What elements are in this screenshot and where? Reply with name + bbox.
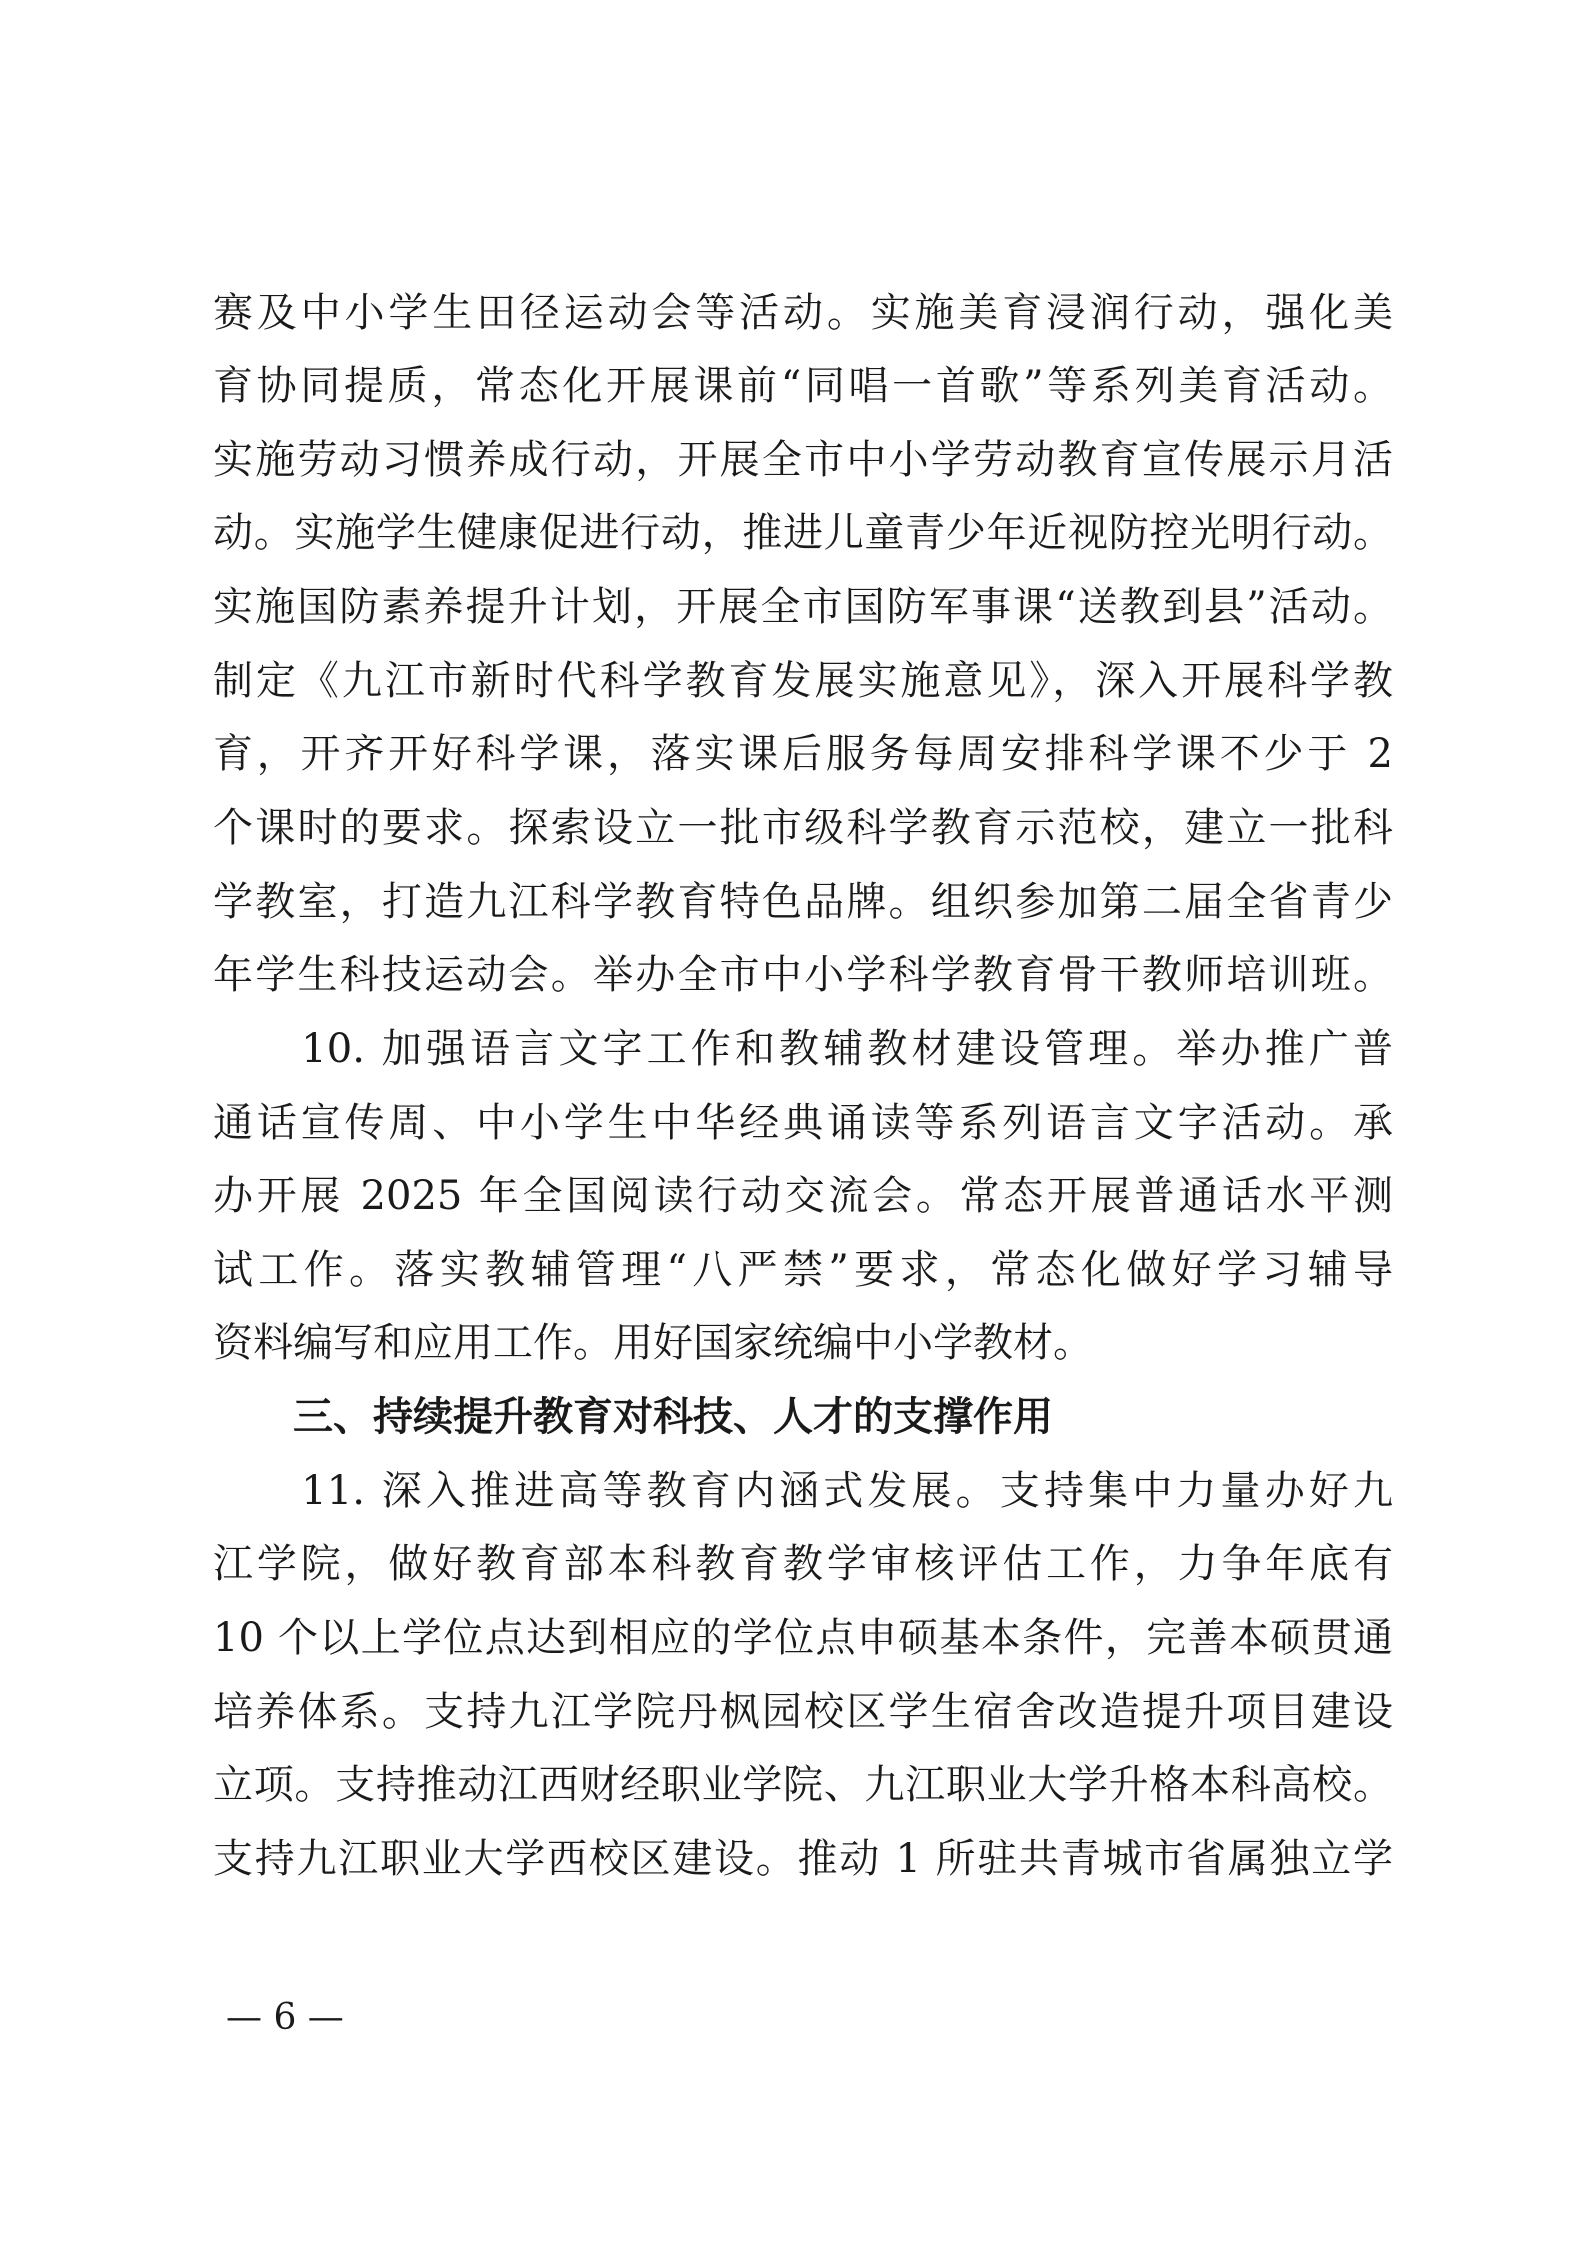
- body-text-line: 赛及中小学生田径运动会等活动。实施美育浸润行动，强化美: [213, 290, 1393, 336]
- body-text-line: 支持九江职业大学西校区建设。推动 1 所驻共青城市省属独立学: [213, 1836, 1393, 1882]
- body-text-line: 通话宣传周、中小学生中华经典诵读等系列语言文字活动。承: [213, 1100, 1393, 1146]
- page-number: — 6 —: [226, 1997, 344, 2038]
- body-text-line: 试工作。落实教辅管理“八严禁”要求，常态化做好学习辅导: [213, 1247, 1393, 1293]
- body-text-line: 培养体系。支持九江学院丹枫园校区学生宿舍改造提升项目建设: [213, 1689, 1393, 1735]
- body-text-line: 年学生科技运动会。举办全市中小学科学教育骨干教师培训班。: [213, 952, 1393, 998]
- body-text-line: 个课时的要求。探索设立一批市级科学教育示范校，建立一批科: [213, 805, 1393, 851]
- body-text-line: 制定《九江市新时代科学教育发展实施意见》，深入开展科学教: [213, 658, 1393, 704]
- body-text-line: 实施国防素养提升计划，开展全市国防军事课“送教到县”活动。: [213, 584, 1393, 630]
- body-text-line: 实施劳动习惯养成行动，开展全市中小学劳动教育宣传展示月活: [213, 437, 1393, 483]
- section-10-first-line: 10. 加强语言文字工作和教辅教材建设管理。举办推广普: [213, 1026, 1393, 1072]
- body-text-line: 育协同提质，常态化开展课前“同唱一首歌”等系列美育活动。: [213, 363, 1393, 409]
- body-text-line: 学教室，打造九江科学教育特色品牌。组织参加第二届全省青少: [213, 879, 1393, 925]
- body-text-line: 办开展 2025 年全国阅读行动交流会。常态开展普通话水平测: [213, 1173, 1393, 1219]
- body-text-line: 江学院，做好教育部本科教育教学审核评估工作，力争年底有: [213, 1541, 1393, 1587]
- section-heading: 三、持续提升教育对科技、人才的支撑作用: [213, 1394, 1053, 1440]
- body-text-line: 资料编写和应用工作。用好国家统编中小学教材。: [213, 1320, 1093, 1366]
- body-text-line: 10 个以上学位点达到相应的学位点申硕基本条件，完善本硕贯通: [213, 1615, 1393, 1661]
- body-text-line: 育，开齐开好科学课，落实课后服务每周安排科学课不少于 2: [213, 731, 1393, 777]
- body-text-line: 动。实施学生健康促进行动，推进儿童青少年近视防控光明行动。: [213, 510, 1393, 556]
- body-text-line: 立项。支持推动江西财经职业学院、九江职业大学升格本科高校。: [213, 1762, 1393, 1808]
- section-11-first-line: 11. 深入推进高等教育内涵式发展。支持集中力量办好九: [213, 1468, 1393, 1514]
